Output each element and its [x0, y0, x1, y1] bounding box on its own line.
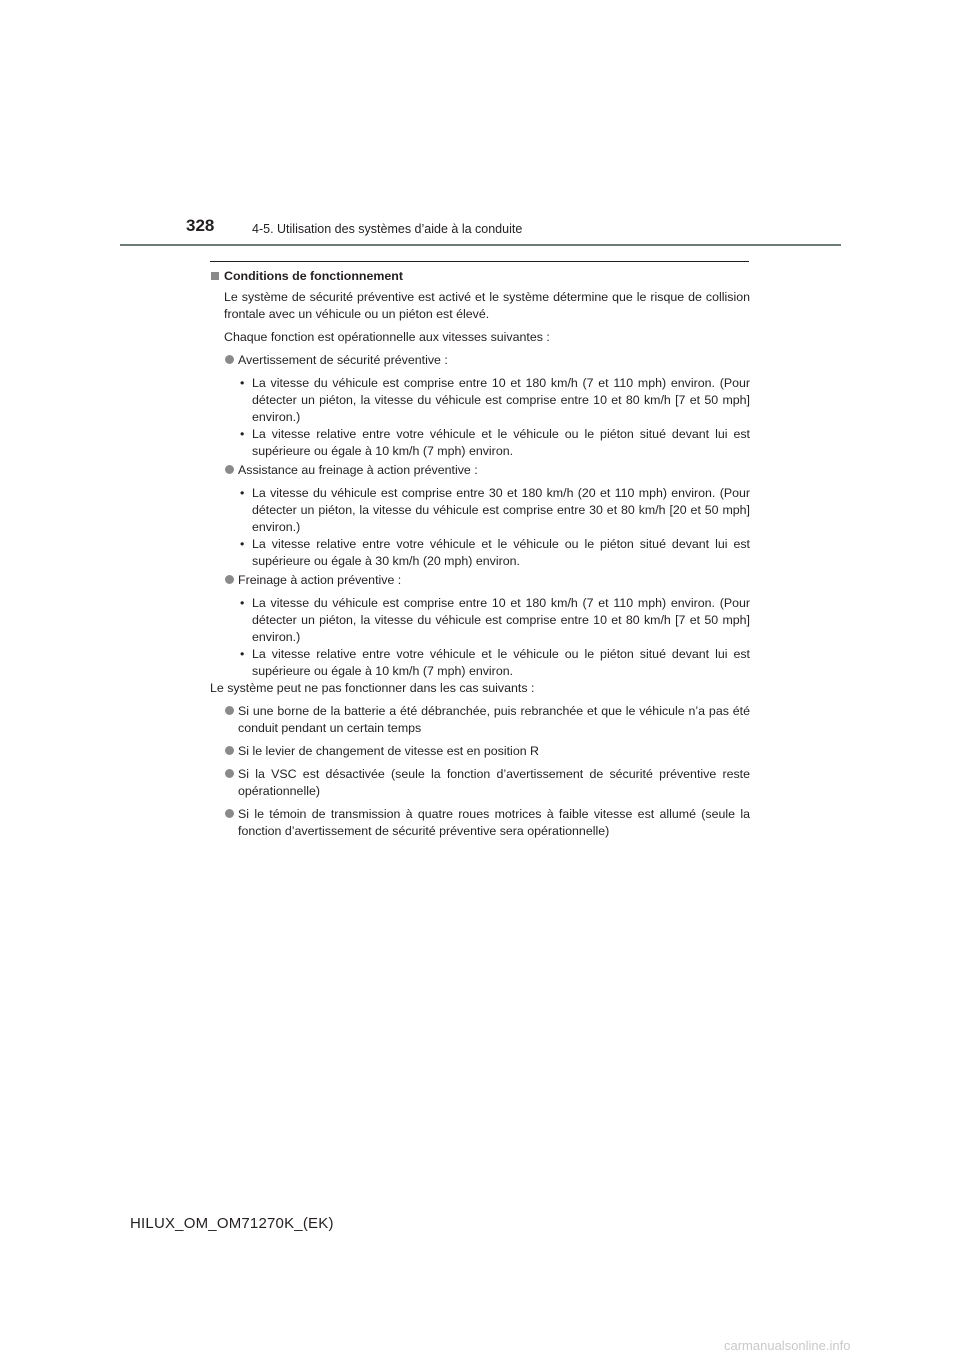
sub-bullet-text: La vitesse du véhicule est comprise entre 30 et 180 km/h (20 et 110 mph) environ. (Pour détecter un piéton, la vitesse du véhicule est comprise entre 30 et 80 km/h [20 et 50 mph] environ.) [252, 486, 750, 534]
sub-bullet [210, 646, 750, 680]
chapter-title: 4-5. Utilisation des systèmes d’aide à la conduite [252, 222, 523, 236]
function-item [210, 462, 750, 479]
section-rule [210, 261, 749, 262]
function-item [210, 572, 750, 589]
sub-bullet-text: La vitesse du véhicule est comprise entre 10 et 180 km/h (7 et 110 mph) environ. (Pour détecter un piéton, la vitesse du véhicule est comprise entre 10 et 80 km/h [7 et 50 mph] environ.) [252, 596, 750, 644]
bullet-icon: • [240, 427, 245, 441]
case-item [210, 806, 750, 840]
sub-bullet-text: La vitesse du véhicule est comprise entre 10 et 180 km/h (7 et 110 mph) environ. (Pour détecter un piéton, la vitesse du véhicule est comprise entre 10 et 80 km/h [7 et 50 mph] environ.) [252, 376, 750, 424]
cases-intro: Le système peut ne pas fonctionner dans les cas suivants : [210, 681, 535, 695]
function-bullets [210, 375, 750, 460]
case-item [210, 766, 750, 800]
document-code: HILUX_OM_OM71270K_(EK) [130, 1215, 334, 1232]
case-text: Si le témoin de transmission à quatre roues motrices à faible vitesse est allumé (seule la fonction d’avertissement de sécurité préventive sera opérationnelle) [238, 807, 750, 838]
bullet-icon: • [240, 486, 245, 500]
function-bullets [210, 485, 750, 570]
speeds-intro: Chaque fonction est opérationnelle aux vitesses suivantes : [224, 330, 550, 344]
sub-bullet-text: La vitesse relative entre votre véhicule et le véhicule ou le piéton situé devant lui est supérieure ou égale à 10 km/h (7 mph) environ. [252, 647, 750, 678]
case-text: Si une borne de la batterie a été débranchée, puis rebranchée et que le véhicule n’a pas été conduit pendant un certain temps [238, 704, 750, 735]
circle-bullet-icon [225, 809, 234, 818]
bullet-icon: • [240, 537, 245, 551]
circle-bullet-icon [225, 575, 234, 584]
bullet-icon: • [240, 647, 245, 661]
case-item [210, 743, 750, 760]
watermark: carmanualsonline.info [724, 1338, 851, 1353]
circle-bullet-icon [225, 746, 234, 755]
header-rule [120, 244, 841, 246]
main-content [210, 268, 750, 846]
sub-bullet [210, 536, 750, 570]
function-title: Avertissement de sécurité préventive : [238, 353, 448, 367]
case-item [210, 703, 750, 737]
square-bullet-icon [211, 272, 219, 280]
function-title: Assistance au freinage à action préventive : [238, 463, 478, 477]
sub-bullet [210, 485, 750, 536]
sub-bullet [210, 375, 750, 426]
function-title: Freinage à action préventive : [238, 573, 402, 587]
sub-bullet [210, 426, 750, 460]
sub-bullet-text: La vitesse relative entre votre véhicule et le véhicule ou le piéton situé devant lui est supérieure ou égale à 30 km/h (20 mph) environ. [252, 537, 750, 568]
circle-bullet-icon [225, 769, 234, 778]
case-text: Si le levier de changement de vitesse est en position R [238, 744, 539, 758]
bullet-icon: • [240, 376, 245, 390]
circle-bullet-icon [225, 706, 234, 715]
bullet-icon: • [240, 596, 245, 610]
intro-paragraph: Le système de sécurité préventive est activé et le système détermine que le risque de collision frontale avec un véhicule ou un piéton est élevé. [224, 290, 750, 321]
sub-bullet [210, 595, 750, 646]
section-heading-text: Conditions de fonctionnement [224, 269, 403, 283]
section-heading [210, 268, 750, 285]
circle-bullet-icon [225, 465, 234, 474]
sub-bullet-text: La vitesse relative entre votre véhicule et le véhicule ou le piéton situé devant lui est supérieure ou égale à 10 km/h (7 mph) environ. [252, 427, 750, 458]
circle-bullet-icon [225, 355, 234, 364]
case-text: Si la VSC est désactivée (seule la fonction d’avertissement de sécurité préventive reste opérationnelle) [238, 767, 750, 798]
function-item [210, 352, 750, 369]
function-bullets [210, 595, 750, 680]
page-number: 328 [186, 216, 215, 235]
